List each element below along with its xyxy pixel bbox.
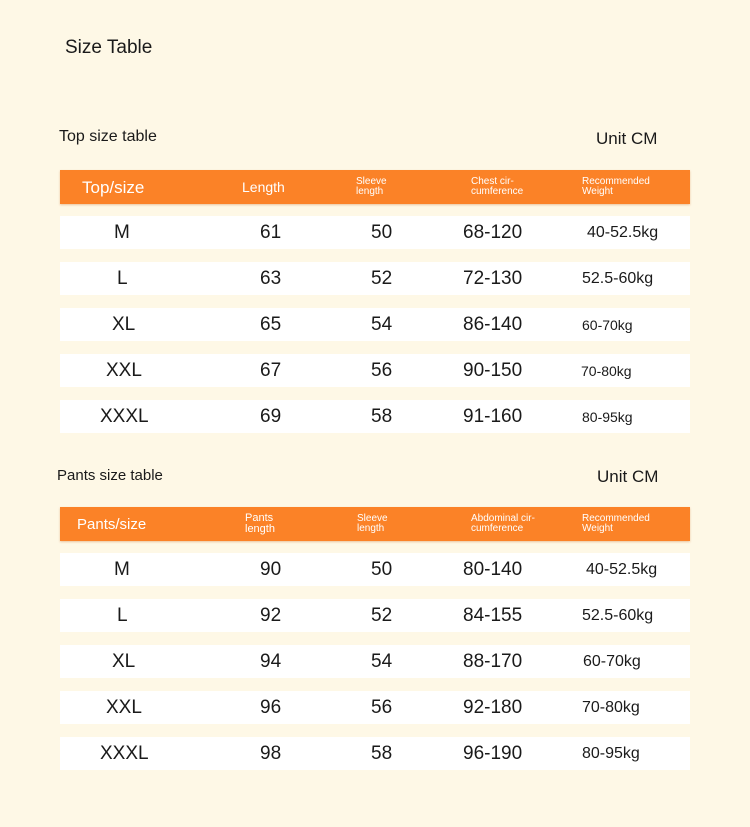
table-row (60, 400, 690, 433)
cell-length: 98 (260, 742, 282, 764)
cell-size: L (117, 604, 128, 626)
cell-chest: 68-120 (463, 221, 523, 243)
cell-weight: 52.5-60kg (582, 269, 654, 287)
cell-length: 61 (260, 221, 282, 243)
cell-sleeve: 54 (371, 313, 393, 335)
cell-abdominal: 96-190 (463, 742, 523, 764)
cell-weight: 80-95kg (582, 744, 640, 762)
cell-length: 94 (260, 650, 282, 672)
cell-sleeve: 58 (371, 742, 393, 764)
cell-length: 90 (260, 558, 282, 580)
header-sleeve-length: Sleeve length (356, 176, 387, 197)
cell-size: XXL (106, 359, 142, 381)
header-chest-circumference: Chest cir- cumference (471, 176, 524, 197)
header-size: Pants/size (77, 515, 147, 533)
table-row (60, 216, 690, 249)
cell-sleeve: 58 (371, 405, 393, 427)
cell-length: 65 (260, 313, 282, 335)
cell-sleeve: 52 (371, 267, 393, 289)
cell-size: XXXL (100, 405, 149, 427)
table-row (60, 262, 690, 295)
cell-size: M (114, 558, 130, 580)
cell-chest: 72-130 (463, 267, 523, 289)
cell-abdominal: 80-140 (463, 558, 523, 580)
cell-weight: 70-80kg (581, 362, 632, 379)
table-header (60, 170, 690, 204)
cell-chest: 91-160 (463, 405, 523, 427)
cell-weight: 52.5-60kg (582, 606, 654, 624)
top-table-unit: Unit CM (596, 129, 658, 148)
cell-size: XXL (106, 696, 142, 718)
header-length: Length (242, 179, 285, 195)
cell-size: L (117, 267, 128, 289)
cell-chest: 90-150 (463, 359, 523, 381)
page-title: Size Table (65, 37, 153, 58)
table-row (60, 645, 690, 678)
header-abdominal-circumference: Abdominal cir- cumference (471, 513, 535, 534)
cell-size: XL (112, 650, 136, 672)
table-row (60, 737, 690, 770)
cell-sleeve: 54 (371, 650, 393, 672)
cell-weight: 40-52.5kg (587, 223, 659, 241)
cell-weight: 70-80kg (582, 698, 640, 716)
top-size-table (60, 170, 690, 433)
cell-abdominal: 88-170 (463, 650, 523, 672)
cell-weight: 80-95kg (582, 408, 633, 425)
table-row (60, 691, 690, 724)
cell-sleeve: 50 (371, 221, 393, 243)
pants-table-unit: Unit CM (597, 467, 659, 486)
cell-size: M (114, 221, 130, 243)
cell-abdominal: 92-180 (463, 696, 523, 718)
header-recommended-weight: Recommended Weight (582, 176, 650, 197)
cell-sleeve: 56 (371, 359, 393, 381)
header-recommended-weight: Recommended Weight (582, 513, 650, 534)
header-sleeve-length: Sleeve length (357, 513, 388, 534)
cell-abdominal: 84-155 (463, 604, 523, 626)
header-size: Top/size (82, 177, 145, 197)
cell-sleeve: 50 (371, 558, 393, 580)
cell-weight: 60-70kg (582, 316, 633, 333)
cell-sleeve: 56 (371, 696, 393, 718)
cell-length: 69 (260, 405, 282, 427)
pants-size-table (60, 507, 690, 770)
cell-size: XL (112, 313, 136, 335)
header-pants-length: Pants length (245, 512, 275, 535)
cell-weight: 40-52.5kg (586, 560, 658, 578)
table-header (60, 507, 690, 541)
table-row (60, 354, 690, 387)
pants-table-title: Pants size table (57, 467, 163, 484)
cell-length: 63 (260, 267, 282, 289)
cell-chest: 86-140 (463, 313, 523, 335)
cell-length: 96 (260, 696, 282, 718)
cell-length: 67 (260, 359, 282, 381)
cell-sleeve: 52 (371, 604, 393, 626)
table-row (60, 308, 690, 341)
table-row (60, 553, 690, 586)
top-table-title: Top size table (59, 128, 157, 145)
cell-weight: 60-70kg (583, 652, 641, 670)
cell-size: XXXL (100, 742, 149, 764)
cell-length: 92 (260, 604, 282, 626)
table-row (60, 599, 690, 632)
